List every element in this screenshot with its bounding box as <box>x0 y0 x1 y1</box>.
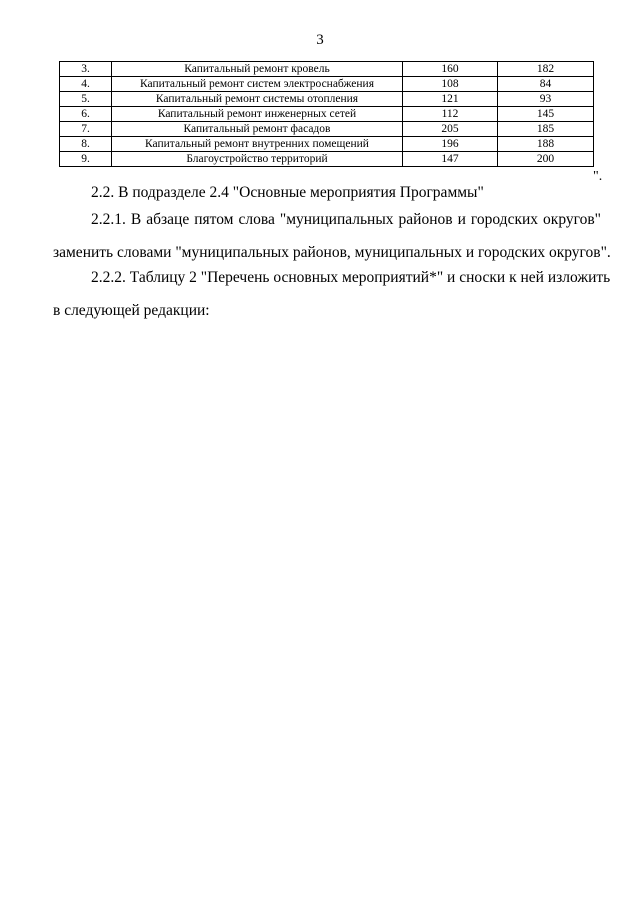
value-2: 182 <box>498 62 594 77</box>
value-1: 112 <box>403 107 498 122</box>
value-2: 93 <box>498 92 594 107</box>
row-number: 3. <box>60 62 112 77</box>
row-number: 5. <box>60 92 112 107</box>
paragraph-line: заменить словами "муниципальных районов, муниципальных и городских округов". <box>53 244 611 261</box>
value-2: 84 <box>498 77 594 92</box>
paragraph-line: 2.2.2. Таблицу 2 "Перечень основных мероприятий*" и сноски к ней изложить <box>91 269 611 286</box>
measures-table <box>59 61 594 167</box>
table-row <box>60 152 594 167</box>
value-1: 196 <box>403 137 498 152</box>
value-2: 188 <box>498 137 594 152</box>
row-number: 6. <box>60 107 112 122</box>
measure-name: Благоустройство территорий <box>112 152 403 167</box>
value-1: 147 <box>403 152 498 167</box>
value-1: 205 <box>403 122 498 137</box>
row-number: 4. <box>60 77 112 92</box>
paragraph-line: в следующей редакции: <box>53 302 210 319</box>
paragraph-2-2-1 <box>53 210 611 263</box>
table-row <box>60 122 594 137</box>
value-1: 160 <box>403 62 498 77</box>
paragraph-2-2 <box>53 183 601 203</box>
measure-name: Капитальный ремонт системы отопления <box>112 92 403 107</box>
paragraph-2-2-2 <box>53 268 611 321</box>
measure-name: Капитальный ремонт фасадов <box>112 122 403 137</box>
row-number: 8. <box>60 137 112 152</box>
measure-name: Капитальный ремонт систем электроснабжения <box>112 77 403 92</box>
value-2: 145 <box>498 107 594 122</box>
row-number: 7. <box>60 122 112 137</box>
value-1: 108 <box>403 77 498 92</box>
value-1: 121 <box>403 92 498 107</box>
page-number: 3 <box>316 32 324 48</box>
measure-name: Капитальный ремонт инженерных сетей <box>112 107 403 122</box>
paragraph-line: 2.2. В подразделе 2.4 "Основные мероприятия Программы" <box>91 184 484 201</box>
closing-quote: ". <box>593 169 603 184</box>
table-row <box>60 77 594 92</box>
measure-name: Капитальный ремонт внутренних помещений <box>112 137 403 152</box>
paragraph-line: 2.2.1. В абзаце пятом слова "муниципальных районов и городских округов" <box>91 211 601 228</box>
value-2: 200 <box>498 152 594 167</box>
table-row <box>60 62 594 77</box>
table-row <box>60 137 594 152</box>
table-row <box>60 92 594 107</box>
measure-name: Капитальный ремонт кровель <box>112 62 403 77</box>
table-row <box>60 107 594 122</box>
row-number: 9. <box>60 152 112 167</box>
value-2: 185 <box>498 122 594 137</box>
